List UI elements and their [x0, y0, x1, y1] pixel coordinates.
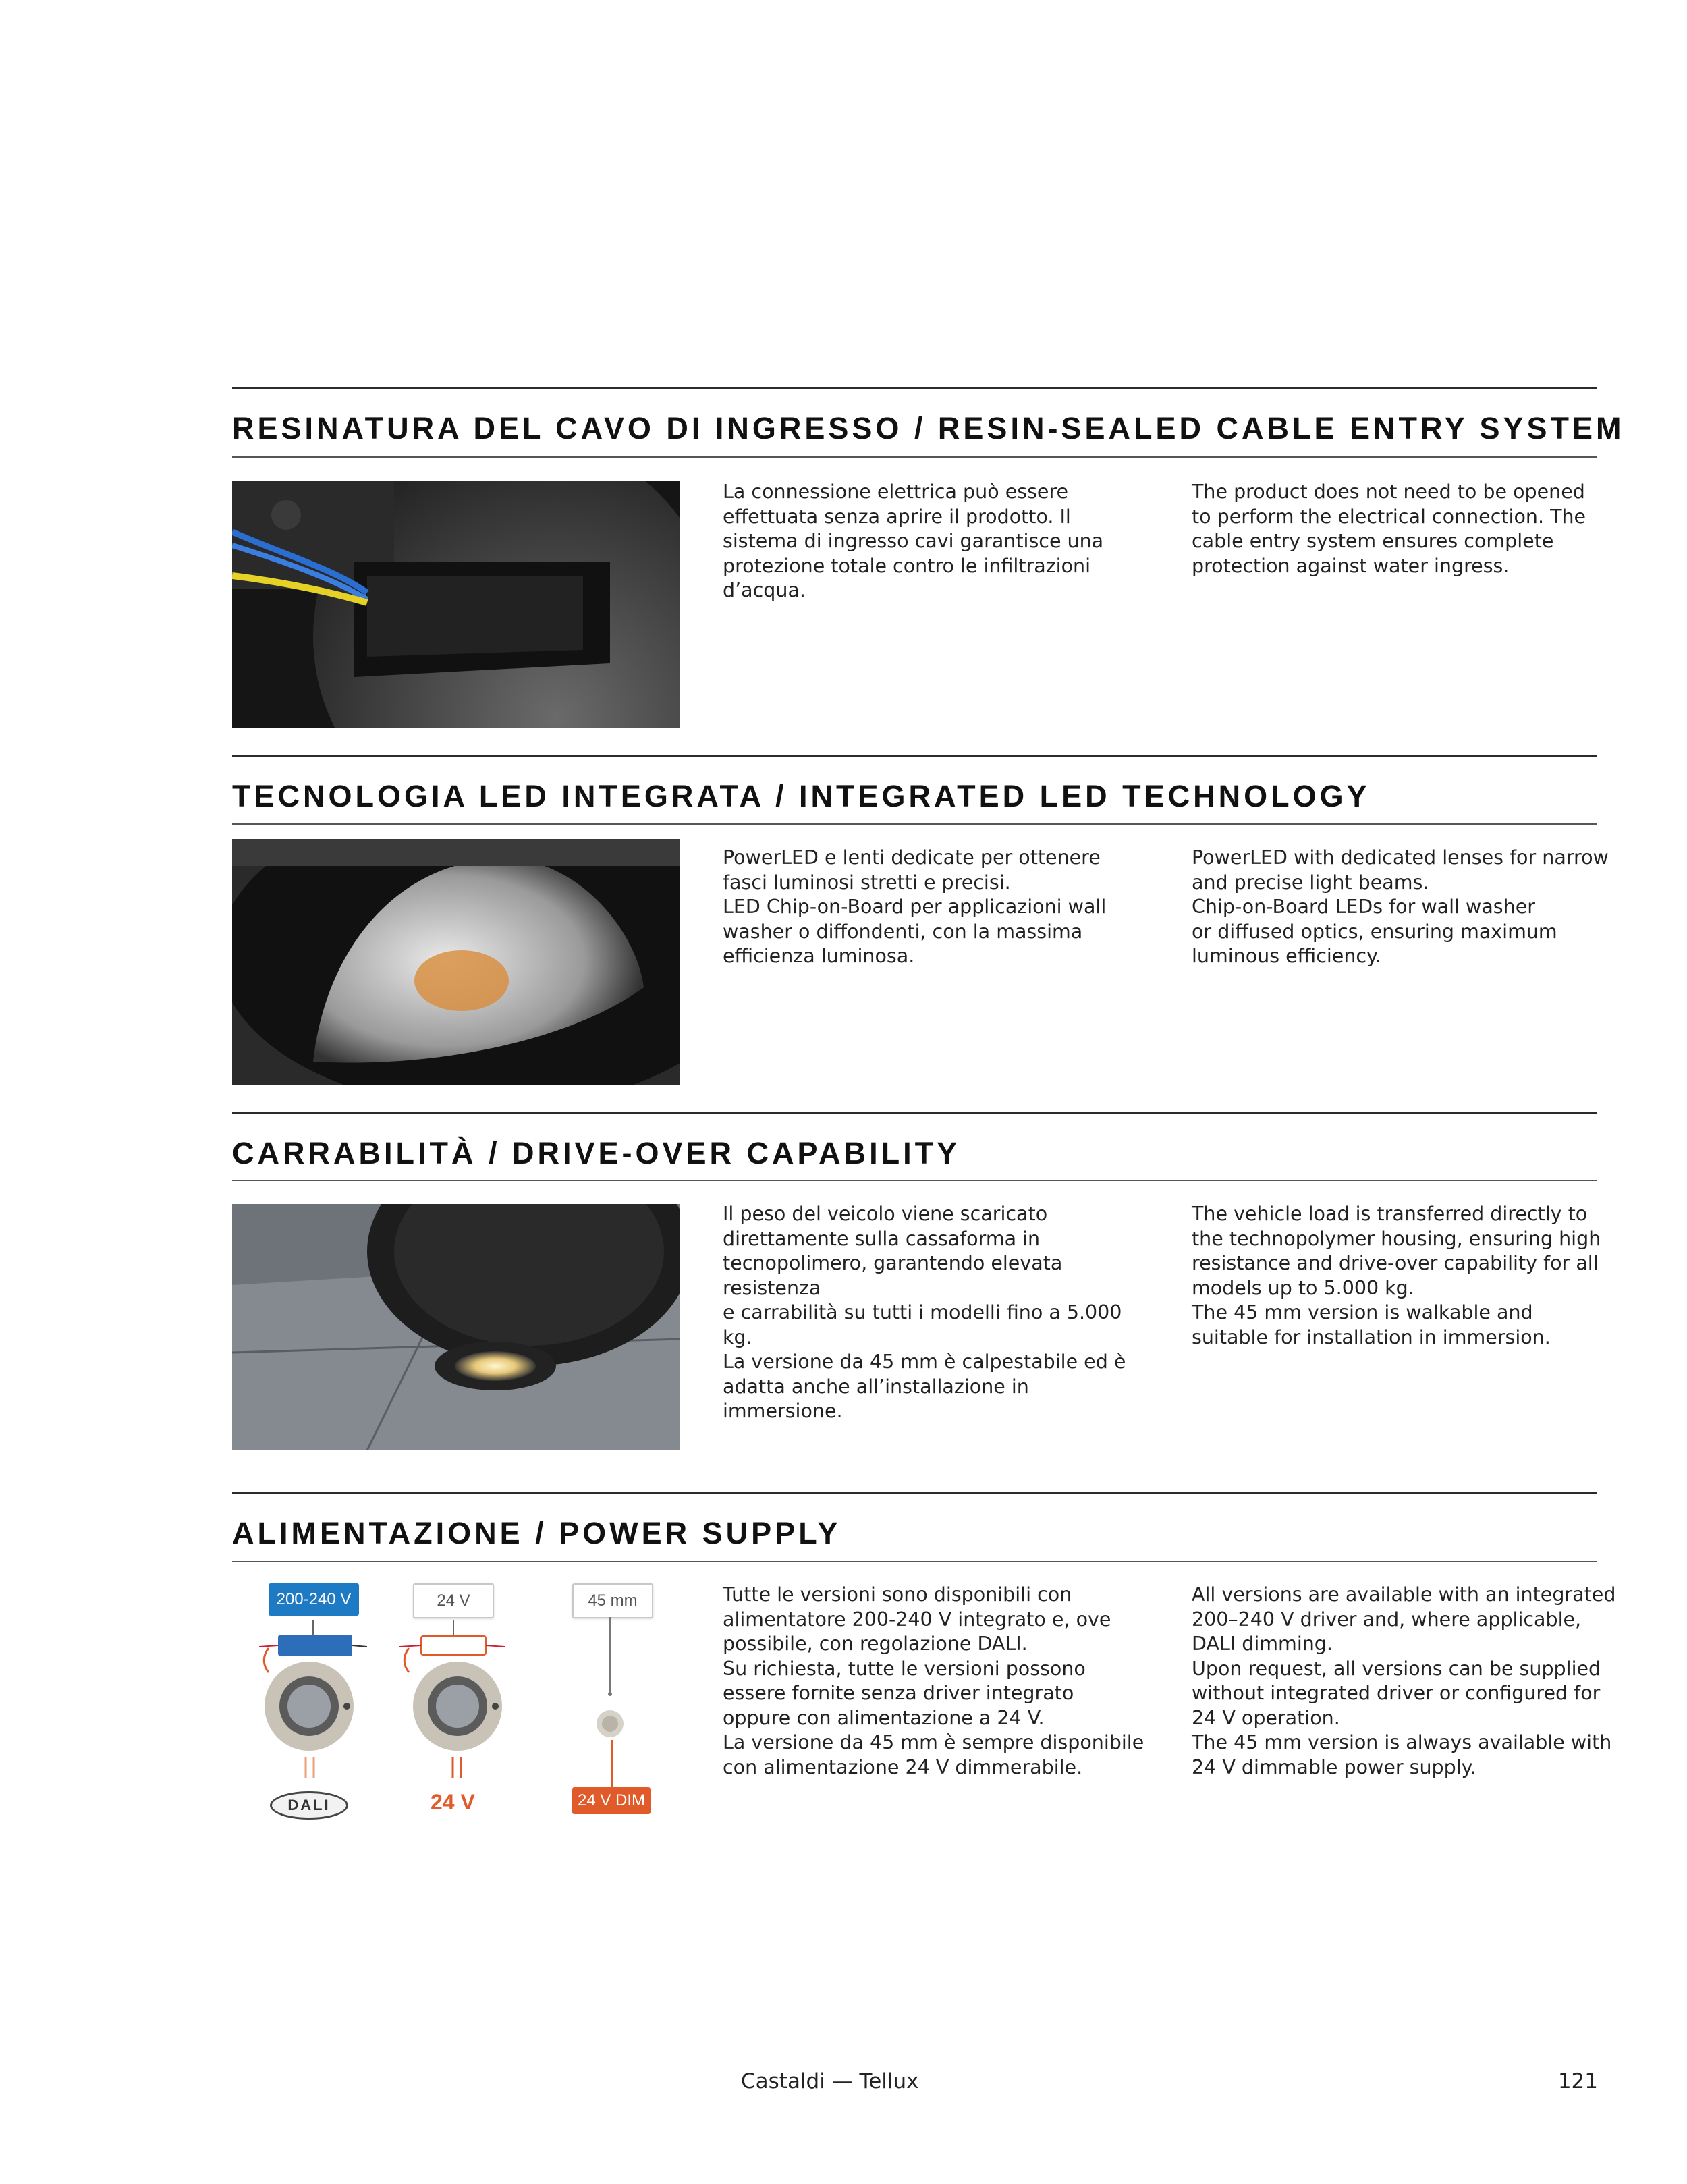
footer-brand: Castaldi — Tellux: [741, 2069, 919, 2094]
section-4-text-italian: Tutte le versioni sono disponibili con alimentatore 200-240 V integrato e, ove possibile, con regolazione DALI. Su richiesta, tutte le versioni possono essere fornite senza driver integrato oppure con alimentazione a 24 V. La versione da 45 mm è sempre disponibile con alimentazione 24 V dimmerabile.: [723, 1583, 1144, 1778]
arrow-marks-1: [300, 1756, 320, 1779]
section-1-top-rule: [232, 387, 1597, 389]
power-supply-diagram: [232, 1573, 680, 1842]
badge-24v: 24 V: [413, 1583, 494, 1618]
badge-45mm: 45 mm: [572, 1583, 653, 1618]
drive-over-photo: [232, 1204, 680, 1450]
section-4-bottom-rule: [232, 1561, 1597, 1562]
section-4-top-rule: [232, 1492, 1597, 1494]
page-number: 121: [1557, 2069, 1598, 2094]
section-2-heading: TECNOLOGIA LED INTEGRATA / INTEGRATED LED TECHNOLOGY: [232, 779, 1371, 813]
section-3-text-italian: Il peso del veicolo viene scaricato direttamente sulla cassaforma in tecnopolimero, garantendo elevata resistenza e carrabilità su tutti i modelli fino a 5.000 kg. La versione da 45 mm è calpestabile ed è adatta anche all’installazione in immersione.: [723, 1203, 1126, 1422]
section-1-text-italian: La connessione elettrica può essere effettuata senza aprire il prodotto. Il sistema di ingresso cavi garantisce una protezione totale contro le infiltrazioni d’acqua.: [723, 481, 1104, 601]
badge-200-240v: 200-240 V: [269, 1583, 359, 1616]
section-1-heading: RESINATURA DEL CAVO DI INGRESSO / RESIN-SEALED CABLE ENTRY SYSTEM: [232, 411, 1625, 445]
section-4-text-english: All versions are available with an integrated 200–240 V driver and, where applicable, DALI dimming. Upon request, all versions can be supplied without integrated driver or configured for 24 V operation. The 45 mm version is always available with 24 V dimmable power supply.: [1192, 1583, 1616, 1778]
section-2-text-english: PowerLED with dedicated lenses for narrow and precise light beams. Chip-on-Board LEDs for wall washer or diffused optics, ensuring maximum luminous efficiency.: [1192, 846, 1609, 967]
label-24v: 24 V: [431, 1790, 475, 1814]
section-2-top-rule: [232, 755, 1597, 757]
small-connector-line: [610, 1740, 614, 1787]
dali-logo: DALI: [270, 1791, 348, 1820]
arrow-marks-2: [447, 1756, 467, 1779]
section-4-heading: ALIMENTAZIONE / POWER SUPPLY: [232, 1516, 841, 1550]
small-fixture-icon: [590, 1617, 630, 1739]
section-3-heading: CARRABILITÀ / DRIVE-OVER CAPABILITY: [232, 1136, 961, 1170]
section-2-text-italian: PowerLED e lenti dedicate per ottenere fasci luminosi stretti e precisi. LED Chip-on-Board per applicazioni wall washer o diffondenti, con la massima efficienza luminosa.: [723, 846, 1107, 967]
section-1-text-english: The product does not need to be opened to perform the electrical connection. The cable entry system ensures complete protection against water ingress.: [1192, 481, 1586, 577]
fixture-icon-1: [262, 1659, 356, 1753]
cable-entry-photo: [232, 481, 680, 728]
led-lens-photo: [232, 839, 680, 1085]
fixture-icon-2: [410, 1659, 505, 1753]
section-3-text-english: The vehicle load is transferred directly to the technopolymer housing, ensuring high resistance and drive-over capability for all models up to 5.000 kg. The 45 mm version is walkable and suitable for installation in immersion.: [1192, 1203, 1601, 1348]
section-2-bottom-rule: [232, 823, 1597, 825]
section-3-bottom-rule: [232, 1180, 1597, 1181]
section-1-bottom-rule: [232, 456, 1597, 458]
section-3-top-rule: [232, 1112, 1597, 1114]
badge-24v-dim: 24 V DIM: [572, 1787, 651, 1814]
